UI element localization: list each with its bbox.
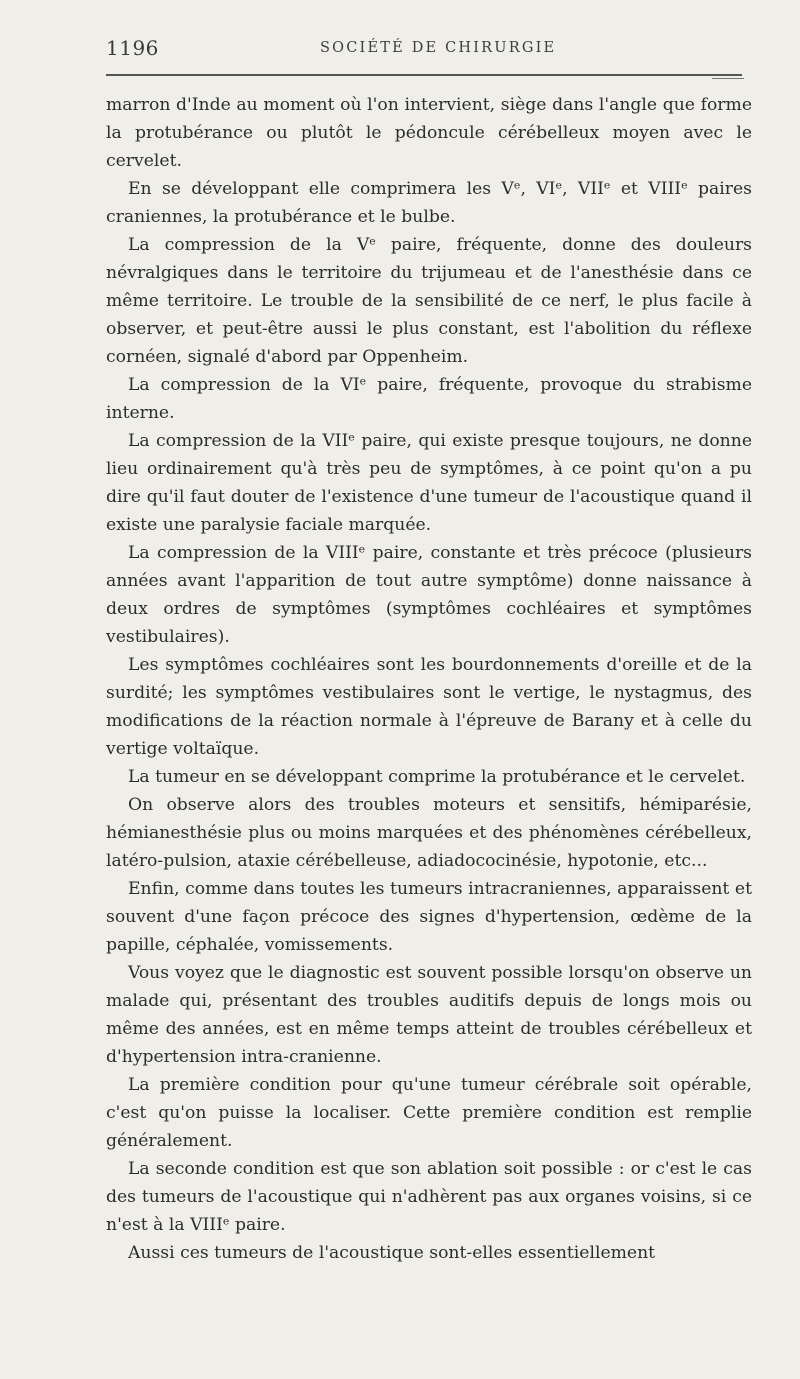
- running-head: [106, 34, 756, 60]
- paragraph: La compression de la Vᵉ paire, fréquente, donne des douleurs névralgiques dans le territoire du trijumeau et de l'anesthésie dans ce même territoire. Le trouble de la sensibilité de ce nerf, le plus facile à observer, et peut-être aussi le plus constant, est l'abolition du réflexe cornéen, signalé d'abord par Oppenheim.: [106, 235, 752, 367]
- paragraph: marron d'Inde au moment où l'on intervient, siège dans l'angle que forme la protubérance ou plutôt le pédoncule cérébelleux moyen avec le cervelet.: [106, 95, 752, 171]
- paragraph: Enfin, comme dans toutes les tumeurs intracraniennes, apparaissent et souvent d'une façon précoce des signes d'hypertension, œdème de la papille, céphalée, vomissements.: [106, 879, 752, 955]
- page-number: 1196: [106, 36, 159, 60]
- paragraph: La compression de la VIIIᵉ paire, constante et très précoce (plusieurs années avant l'apparition de tout autre symptôme) donne naissance à deux ordres de symptômes (symptômes cochléaires et symptômes vestibulaires).: [106, 543, 752, 647]
- body-text: [106, 91, 752, 1267]
- paragraph: La compression de la VIᵉ paire, fréquente, provoque du strabisme interne.: [106, 375, 752, 423]
- paragraph: La compression de la VIIᵉ paire, qui existe presque toujours, ne donne lieu ordinairement qu'à très peu de symptômes, à ce point qu'on a pu dire qu'il faut douter de l'existence d'une tumeur de l'acoustique quand il existe une paralysie faciale marquée.: [106, 431, 752, 535]
- paragraph: La seconde condition est que son ablation soit possible : or c'est le cas des tumeurs de l'acoustique qui n'adhèrent pas aux organes voisins, si ce n'est à la VIIIᵉ paire.: [106, 1159, 752, 1235]
- journal-title: SOCIÉTÉ DE CHIRURGIE: [320, 40, 557, 56]
- header-rule: [106, 74, 742, 76]
- paragraph: La première condition pour qu'une tumeur cérébrale soit opérable, c'est qu'on puisse la localiser. Cette première condition est remplie généralement.: [106, 1075, 752, 1151]
- header-rule-accent: [712, 78, 744, 79]
- paragraph: La tumeur en se développant comprime la protubérance et le cervelet.: [128, 767, 746, 787]
- paragraph: Vous voyez que le diagnostic est souvent possible lorsqu'on observe un malade qui, présentant des troubles auditifs depuis de longs mois ou même des années, est en même temps atteint de troubles cérébelleux et d'hypertension intra-cranienne.: [106, 963, 752, 1067]
- paragraph: En se développant elle comprimera les Vᵉ, VIᵉ, VIIᵉ et VIIIᵉ paires craniennes, la protubérance et le bulbe.: [106, 179, 752, 227]
- paragraph: On observe alors des troubles moteurs et sensitifs, hémiparésie, hémianesthésie plus ou moins marquées et des phénomènes cérébelleux, latéro-pulsion, ataxie cérébelleuse, adiadococinésie, hypotonie, etc...: [106, 795, 752, 871]
- paragraph: Aussi ces tumeurs de l'acoustique sont-elles essentiellement: [128, 1243, 656, 1263]
- paragraph: Les symptômes cochléaires sont les bourdonnements d'oreille et de la surdité; les symptômes vestibulaires sont le vertige, le nystagmus, des modifications de la réaction normale à l'épreuve de Barany et à celle du vertige voltaïque.: [106, 655, 752, 759]
